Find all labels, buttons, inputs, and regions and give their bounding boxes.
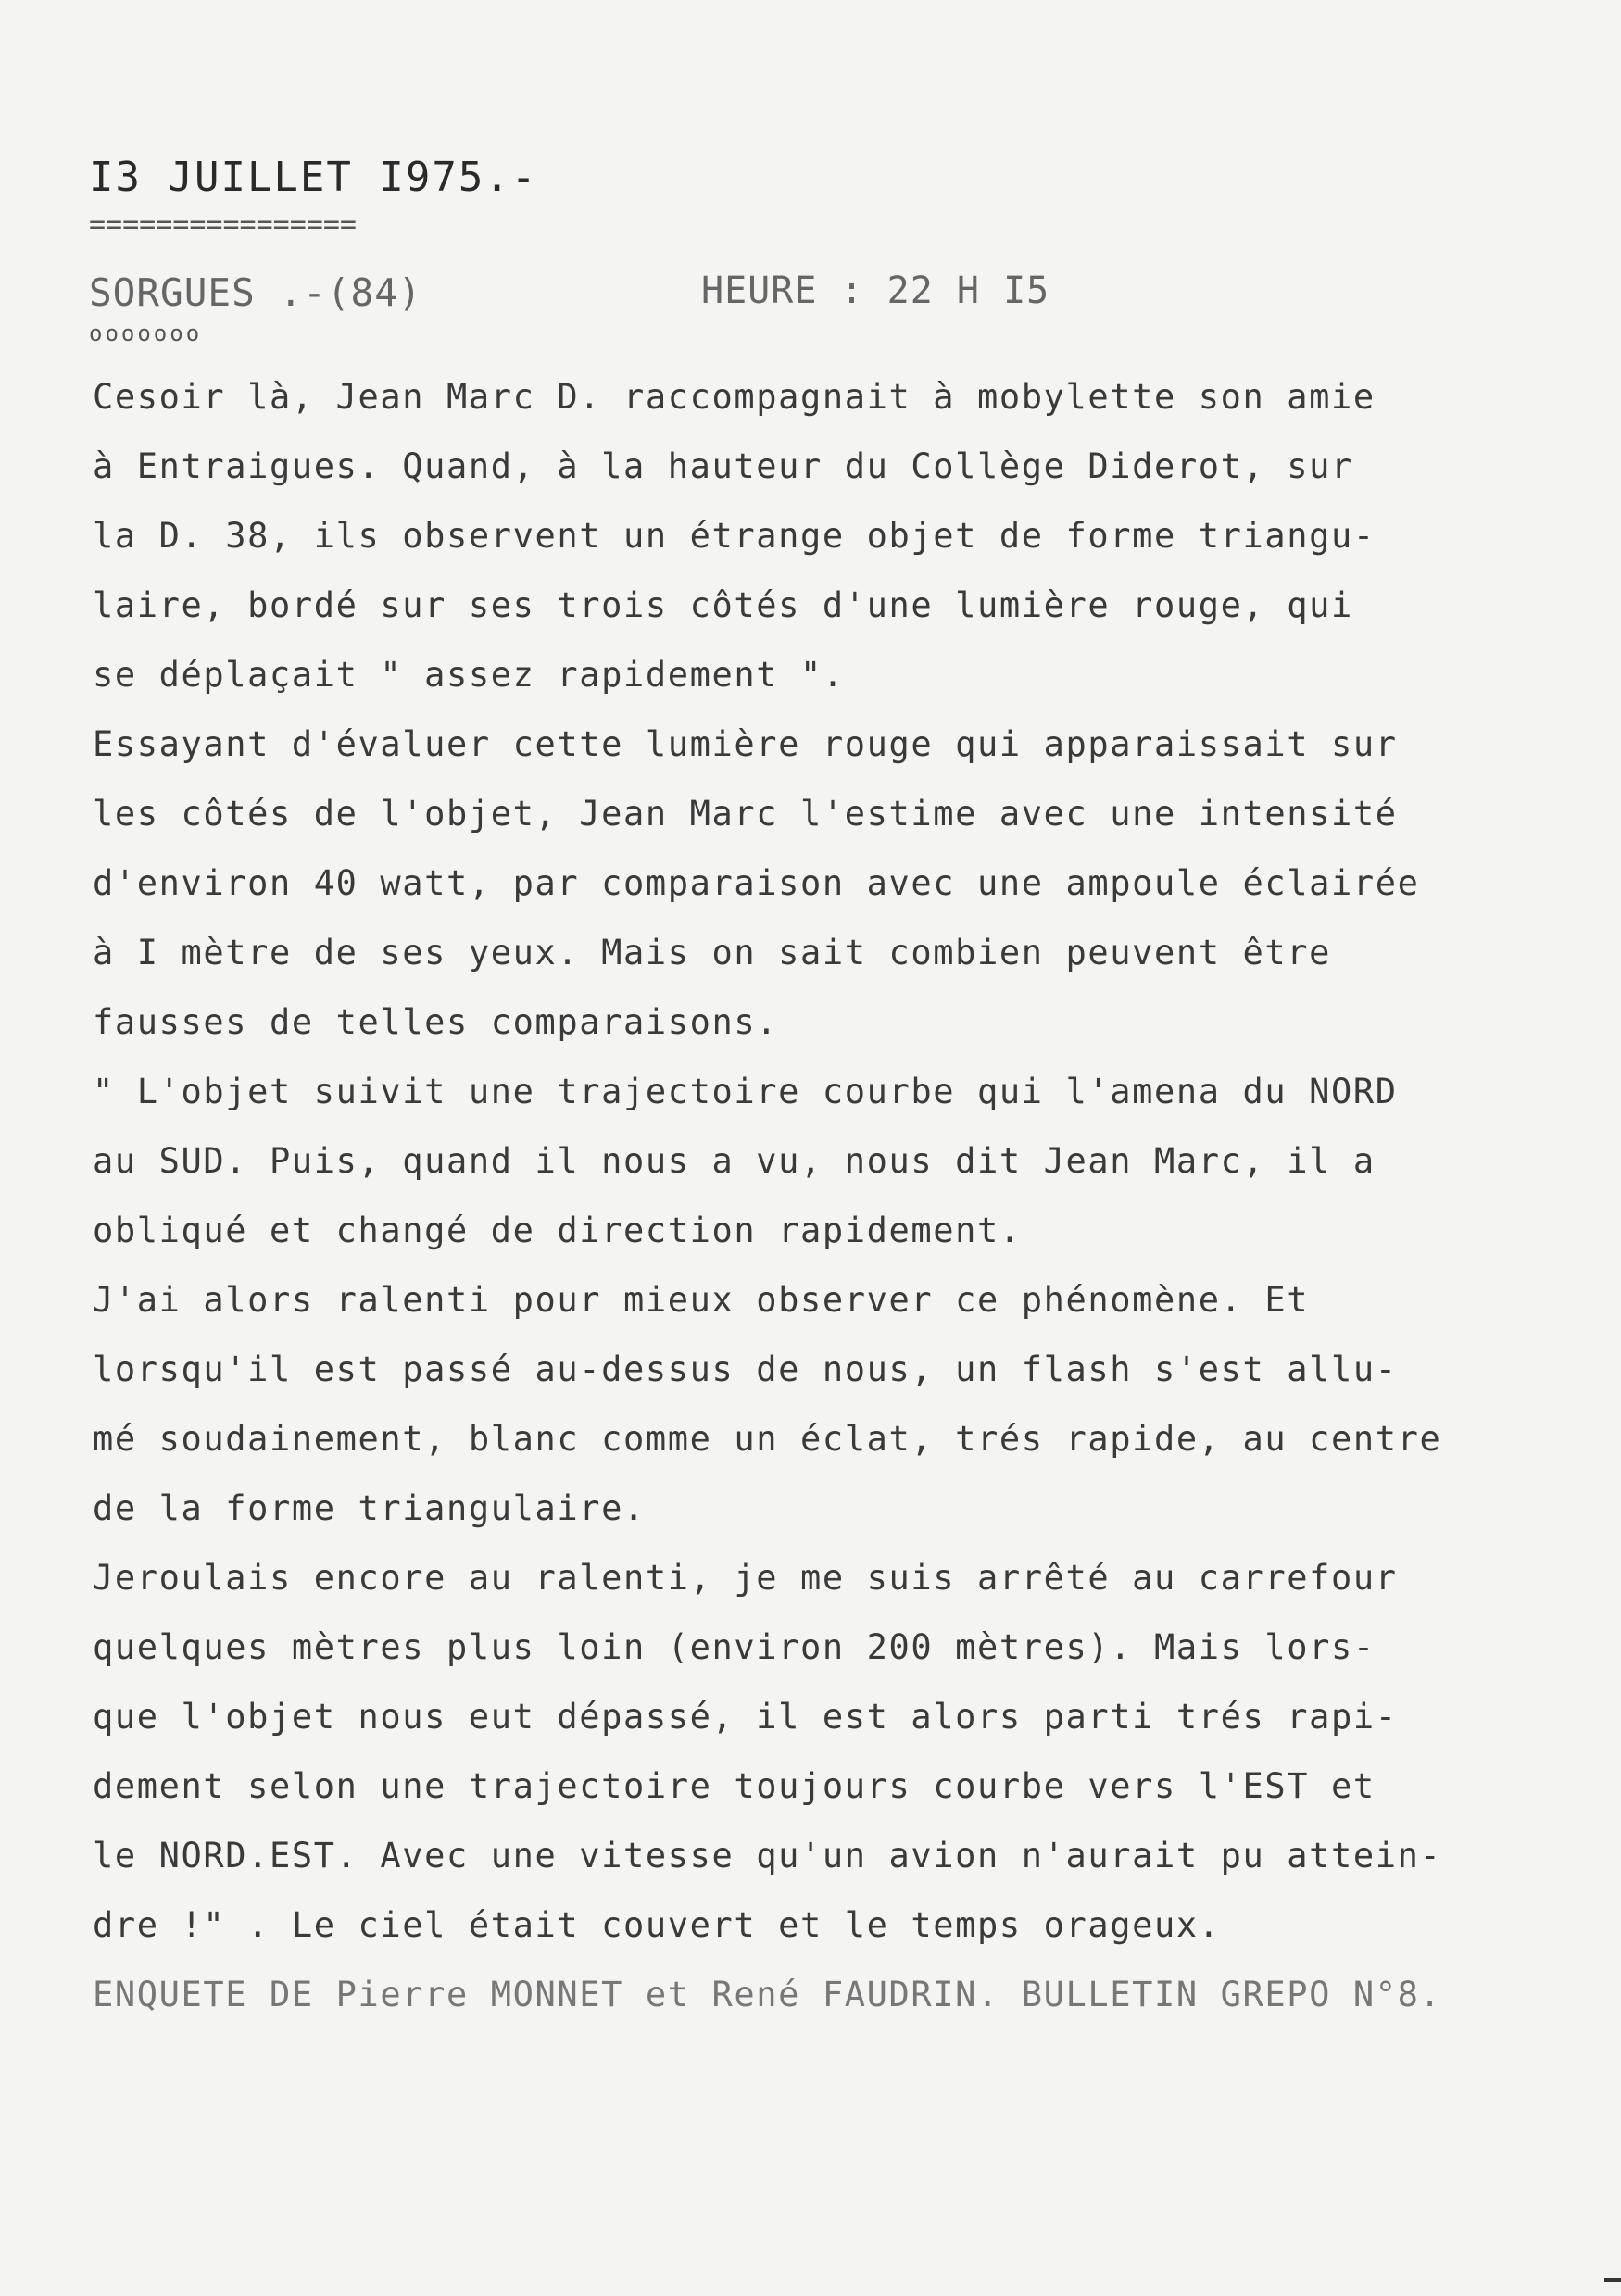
- body-line: que l'objet nous eut dépassé, il est alors parti trés rapi-: [93, 1697, 1398, 1737]
- body-line: mé soudainement, blanc comme un éclat, trés rapide, au centre: [93, 1419, 1442, 1459]
- body-line: Cesoir là, Jean Marc D. raccompagnait à mobylette son amie: [93, 377, 1376, 417]
- body-line: dement selon une trajectoire toujours courbe vers l'EST et: [93, 1766, 1376, 1806]
- body-line: quelques mètres plus loin (environ 200 mètres). Mais lors-: [93, 1627, 1376, 1667]
- body-line: à Entraigues. Quand, à la hauteur du Collège Diderot, sur: [93, 446, 1353, 486]
- body-line: laire, bordé sur ses trois côtés d'une lumière rouge, qui: [93, 585, 1353, 625]
- body-line: se déplaçait " assez rapidement ".: [93, 655, 845, 695]
- body-line: d'environ 40 watt, par comparaison avec une ampoule éclairée: [93, 863, 1420, 903]
- location-underline: ooooooo: [89, 320, 203, 346]
- body-line: fausses de telles comparaisons.: [93, 1002, 779, 1042]
- body-line: lorsqu'il est passé au-dessus de nous, un flash s'est allu-: [93, 1349, 1398, 1389]
- report-time: HEURE : 22 H I5: [701, 270, 1050, 312]
- body-line: obliqué et changé de direction rapidement.: [93, 1211, 1022, 1250]
- date-underline: ================: [89, 208, 357, 241]
- body-line: la D. 38, ils observent un étrange objet de forme triangu-: [93, 516, 1376, 556]
- body-line: dre !" . Le ciel était couvert et le temps orageux.: [93, 1905, 1221, 1945]
- body-line: le NORD.EST. Avec une vitesse qu'un avion n'aurait pu attein-: [93, 1836, 1442, 1876]
- report-date: I3 JUILLET I975.-: [89, 154, 538, 201]
- investigation-credit: ENQUETE DE Pierre MONNET et René FAUDRIN. BULLETIN GREPO N°8.: [93, 1975, 1442, 2014]
- body-line: Essayant d'évaluer cette lumière rouge qui apparaissait sur: [93, 724, 1398, 764]
- body-line: au SUD. Puis, quand il nous a vu, nous dit Jean Marc, il a: [93, 1141, 1376, 1181]
- body-line: les côtés de l'objet, Jean Marc l'estime avec une intensité: [93, 794, 1398, 834]
- body-line: " L'objet suivit une trajectoire courbe qui l'amena du NORD: [93, 1072, 1398, 1111]
- body-line: de la forme triangulaire.: [93, 1488, 646, 1528]
- report-location: SORGUES .-(84): [89, 270, 422, 315]
- body-line: Jeroulais encore au ralenti, je me suis arrêté au carrefour: [93, 1558, 1398, 1598]
- page-edge-mark: [1604, 2278, 1621, 2282]
- body-line: J'ai alors ralenti pour mieux observer ce phénomène. Et: [93, 1280, 1310, 1320]
- body-line: à I mètre de ses yeux. Mais on sait combien peuvent être: [93, 933, 1332, 972]
